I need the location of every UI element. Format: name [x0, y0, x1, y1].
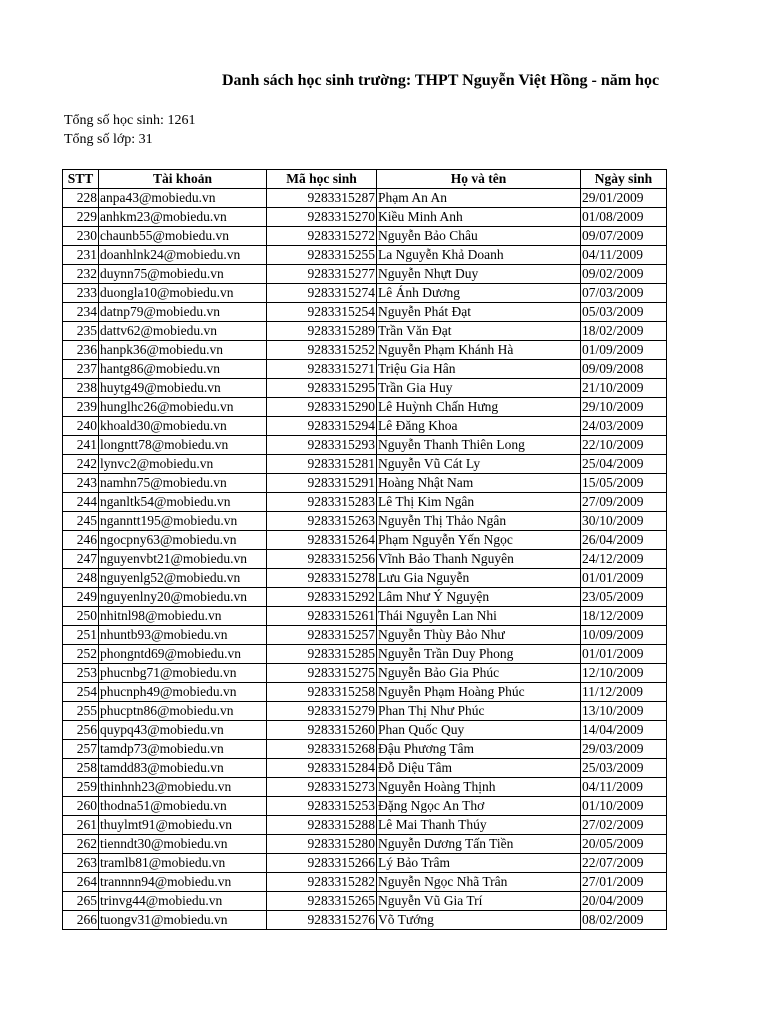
cell-account: trinvg44@mobiedu.vn: [99, 892, 267, 911]
cell-stt: 249: [63, 588, 99, 607]
cell-birth-date: 09/07/2009: [581, 227, 667, 246]
cell-stt: 258: [63, 759, 99, 778]
cell-stt: 262: [63, 835, 99, 854]
cell-account: nganltk54@mobiedu.vn: [99, 493, 267, 512]
table-row: [63, 474, 667, 493]
table-row: [63, 265, 667, 284]
cell-full-name: Nguyễn Phạm Khánh Hà: [377, 341, 581, 360]
cell-full-name: Võ Tướng: [377, 911, 581, 930]
cell-account: tramlb81@mobiedu.vn: [99, 854, 267, 873]
cell-student-code: 9283315261: [267, 607, 377, 626]
cell-stt: 251: [63, 626, 99, 645]
cell-account: hanpk36@mobiedu.vn: [99, 341, 267, 360]
cell-student-code: 9283315292: [267, 588, 377, 607]
cell-birth-date: 13/10/2009: [581, 702, 667, 721]
cell-stt: 230: [63, 227, 99, 246]
table-row: [63, 911, 667, 930]
cell-account: nguyenlg52@mobiedu.vn: [99, 569, 267, 588]
table-row: [63, 227, 667, 246]
cell-full-name: Lê Ánh Dương: [377, 284, 581, 303]
cell-full-name: Hoàng Nhật Nam: [377, 474, 581, 493]
cell-birth-date: 25/03/2009: [581, 759, 667, 778]
table-row: [63, 531, 667, 550]
cell-account: duynn75@mobiedu.vn: [99, 265, 267, 284]
cell-stt: 237: [63, 360, 99, 379]
cell-stt: 256: [63, 721, 99, 740]
cell-full-name: Nguyễn Thị Thảo Ngân: [377, 512, 581, 531]
table-row: [63, 208, 667, 227]
cell-account: duongla10@mobiedu.vn: [99, 284, 267, 303]
cell-account: nhitnl98@mobiedu.vn: [99, 607, 267, 626]
cell-full-name: Vĩnh Bảo Thanh Nguyên: [377, 550, 581, 569]
cell-birth-date: 12/10/2009: [581, 664, 667, 683]
cell-birth-date: 23/05/2009: [581, 588, 667, 607]
cell-stt: 241: [63, 436, 99, 455]
student-table: [62, 169, 667, 930]
cell-student-code: 9283315291: [267, 474, 377, 493]
cell-account: anpa43@mobiedu.vn: [99, 189, 267, 208]
cell-birth-date: 21/10/2009: [581, 379, 667, 398]
cell-full-name: Trần Văn Đạt: [377, 322, 581, 341]
cell-account: tamdp73@mobiedu.vn: [99, 740, 267, 759]
cell-account: phucnph49@mobiedu.vn: [99, 683, 267, 702]
table-row: [63, 664, 667, 683]
cell-student-code: 9283315283: [267, 493, 377, 512]
cell-stt: 236: [63, 341, 99, 360]
cell-student-code: 9283315255: [267, 246, 377, 265]
header-stt: STT: [63, 170, 99, 189]
cell-student-code: 9283315289: [267, 322, 377, 341]
cell-birth-date: 10/09/2009: [581, 626, 667, 645]
table-row: [63, 854, 667, 873]
cell-student-code: 9283315257: [267, 626, 377, 645]
cell-account: phucnbg71@mobiedu.vn: [99, 664, 267, 683]
table-row: [63, 550, 667, 569]
cell-full-name: Thái Nguyễn Lan Nhi: [377, 607, 581, 626]
table-row: [63, 702, 667, 721]
cell-birth-date: 15/05/2009: [581, 474, 667, 493]
cell-stt: 253: [63, 664, 99, 683]
cell-stt: 247: [63, 550, 99, 569]
table-row: [63, 246, 667, 265]
total-students-label: Tổng số học sinh: 1261: [64, 113, 196, 128]
table-row: [63, 835, 667, 854]
cell-stt: 229: [63, 208, 99, 227]
cell-student-code: 9283315288: [267, 816, 377, 835]
cell-student-code: 9283315294: [267, 417, 377, 436]
table-row: [63, 588, 667, 607]
cell-stt: 235: [63, 322, 99, 341]
cell-full-name: Lâm Như Ý Nguyện: [377, 588, 581, 607]
cell-full-name: Phan Thị Như Phúc: [377, 702, 581, 721]
cell-birth-date: 14/04/2009: [581, 721, 667, 740]
table-header-row: [63, 170, 667, 189]
cell-stt: 250: [63, 607, 99, 626]
cell-stt: 244: [63, 493, 99, 512]
cell-birth-date: 18/12/2009: [581, 607, 667, 626]
cell-birth-date: 18/02/2009: [581, 322, 667, 341]
cell-full-name: Nguyễn Trần Duy Phong: [377, 645, 581, 664]
cell-student-code: 9283315266: [267, 854, 377, 873]
cell-full-name: Đậu Phương Tâm: [377, 740, 581, 759]
cell-birth-date: 11/12/2009: [581, 683, 667, 702]
table-row: [63, 759, 667, 778]
cell-account: quypq43@mobiedu.vn: [99, 721, 267, 740]
table-row: [63, 398, 667, 417]
cell-birth-date: 24/12/2009: [581, 550, 667, 569]
cell-student-code: 9283315278: [267, 569, 377, 588]
cell-account: nguyenvbt21@mobiedu.vn: [99, 550, 267, 569]
cell-birth-date: 26/04/2009: [581, 531, 667, 550]
cell-full-name: Nguyễn Nhựt Duy: [377, 265, 581, 284]
table-row: [63, 322, 667, 341]
table-body: [63, 189, 667, 930]
cell-stt: 232: [63, 265, 99, 284]
cell-account: namhn75@mobiedu.vn: [99, 474, 267, 493]
cell-account: phucptn86@mobiedu.vn: [99, 702, 267, 721]
cell-birth-date: 27/02/2009: [581, 816, 667, 835]
cell-account: thodna51@mobiedu.vn: [99, 797, 267, 816]
cell-stt: 255: [63, 702, 99, 721]
cell-student-code: 9283315254: [267, 303, 377, 322]
cell-student-code: 9283315263: [267, 512, 377, 531]
cell-account: khoald30@mobiedu.vn: [99, 417, 267, 436]
cell-full-name: Lưu Gia Nguyễn: [377, 569, 581, 588]
cell-student-code: 9283315252: [267, 341, 377, 360]
cell-stt: 240: [63, 417, 99, 436]
cell-stt: 266: [63, 911, 99, 930]
cell-student-code: 9283315285: [267, 645, 377, 664]
cell-stt: 228: [63, 189, 99, 208]
cell-birth-date: 01/10/2009: [581, 797, 667, 816]
cell-account: lynvc2@mobiedu.vn: [99, 455, 267, 474]
cell-full-name: Nguyễn Phát Đạt: [377, 303, 581, 322]
cell-full-name: Nguyễn Vũ Cát Ly: [377, 455, 581, 474]
cell-birth-date: 01/08/2009: [581, 208, 667, 227]
cell-student-code: 9283315260: [267, 721, 377, 740]
cell-student-code: 9283315276: [267, 911, 377, 930]
cell-student-code: 9283315273: [267, 778, 377, 797]
table-row: [63, 303, 667, 322]
cell-stt: 261: [63, 816, 99, 835]
table-row: [63, 816, 667, 835]
cell-stt: 248: [63, 569, 99, 588]
cell-stt: 257: [63, 740, 99, 759]
table-row: [63, 626, 667, 645]
table-row: [63, 341, 667, 360]
cell-account: hantg86@mobiedu.vn: [99, 360, 267, 379]
cell-account: tuongv31@mobiedu.vn: [99, 911, 267, 930]
cell-birth-date: 07/03/2009: [581, 284, 667, 303]
cell-full-name: Đỗ Diệu Tâm: [377, 759, 581, 778]
cell-full-name: Phan Quốc Quy: [377, 721, 581, 740]
cell-full-name: Nguyễn Thùy Bảo Như: [377, 626, 581, 645]
cell-stt: 264: [63, 873, 99, 892]
table-row: [63, 417, 667, 436]
cell-birth-date: 04/11/2009: [581, 246, 667, 265]
cell-full-name: Nguyễn Hoàng Thịnh: [377, 778, 581, 797]
cell-stt: 263: [63, 854, 99, 873]
header-student-code: Mã học sinh: [267, 170, 377, 189]
table-row: [63, 569, 667, 588]
total-classes-label: Tổng số lớp: 31: [64, 132, 153, 147]
cell-student-code: 9283315277: [267, 265, 377, 284]
table-row: [63, 607, 667, 626]
table-row: [63, 740, 667, 759]
cell-birth-date: 24/03/2009: [581, 417, 667, 436]
cell-birth-date: 29/03/2009: [581, 740, 667, 759]
cell-full-name: Nguyễn Bảo Gia Phúc: [377, 664, 581, 683]
cell-birth-date: 01/01/2009: [581, 645, 667, 664]
cell-account: chaunb55@mobiedu.vn: [99, 227, 267, 246]
cell-stt: 233: [63, 284, 99, 303]
cell-birth-date: 20/04/2009: [581, 892, 667, 911]
cell-birth-date: 22/07/2009: [581, 854, 667, 873]
cell-stt: 238: [63, 379, 99, 398]
cell-student-code: 9283315290: [267, 398, 377, 417]
cell-full-name: Nguyễn Vũ Gia Trí: [377, 892, 581, 911]
table-row: [63, 873, 667, 892]
table-row: [63, 892, 667, 911]
cell-student-code: 9283315274: [267, 284, 377, 303]
cell-student-code: 9283315280: [267, 835, 377, 854]
cell-birth-date: 01/09/2009: [581, 341, 667, 360]
cell-student-code: 9283315295: [267, 379, 377, 398]
cell-birth-date: 20/05/2009: [581, 835, 667, 854]
header-full-name: Họ và tên: [377, 170, 581, 189]
cell-stt: 259: [63, 778, 99, 797]
cell-full-name: Lý Bảo Trâm: [377, 854, 581, 873]
cell-birth-date: 25/04/2009: [581, 455, 667, 474]
cell-account: doanhlnk24@mobiedu.vn: [99, 246, 267, 265]
cell-student-code: 9283315258: [267, 683, 377, 702]
cell-student-code: 9283315282: [267, 873, 377, 892]
cell-full-name: Lê Huỳnh Chấn Hưng: [377, 398, 581, 417]
cell-stt: 245: [63, 512, 99, 531]
cell-account: trannnn94@mobiedu.vn: [99, 873, 267, 892]
cell-student-code: 9283315256: [267, 550, 377, 569]
cell-stt: 234: [63, 303, 99, 322]
cell-student-code: 9283315284: [267, 759, 377, 778]
table-row: [63, 645, 667, 664]
cell-account: hunglhc26@mobiedu.vn: [99, 398, 267, 417]
cell-stt: 254: [63, 683, 99, 702]
cell-account: anhkm23@mobiedu.vn: [99, 208, 267, 227]
cell-full-name: Nguyễn Thanh Thiên Long: [377, 436, 581, 455]
table-row: [63, 436, 667, 455]
cell-full-name: Lê Đăng Khoa: [377, 417, 581, 436]
cell-account: huytg49@mobiedu.vn: [99, 379, 267, 398]
cell-full-name: Nguyễn Dương Tấn Tiền: [377, 835, 581, 854]
cell-full-name: Nguyễn Bảo Châu: [377, 227, 581, 246]
cell-stt: 243: [63, 474, 99, 493]
cell-birth-date: 30/10/2009: [581, 512, 667, 531]
cell-account: dattv62@mobiedu.vn: [99, 322, 267, 341]
cell-full-name: Nguyễn Phạm Hoàng Phúc: [377, 683, 581, 702]
cell-stt: 242: [63, 455, 99, 474]
table-row: [63, 284, 667, 303]
cell-birth-date: 01/01/2009: [581, 569, 667, 588]
cell-student-code: 9283315287: [267, 189, 377, 208]
cell-full-name: Trần Gia Huy: [377, 379, 581, 398]
cell-full-name: Triệu Gia Hân: [377, 360, 581, 379]
cell-student-code: 9283315270: [267, 208, 377, 227]
cell-account: datnp79@mobiedu.vn: [99, 303, 267, 322]
cell-student-code: 9283315275: [267, 664, 377, 683]
cell-student-code: 9283315271: [267, 360, 377, 379]
table-row: [63, 778, 667, 797]
cell-birth-date: 04/11/2009: [581, 778, 667, 797]
cell-stt: 239: [63, 398, 99, 417]
cell-account: thinhnh23@mobiedu.vn: [99, 778, 267, 797]
header-birth-date: Ngày sinh: [581, 170, 667, 189]
cell-full-name: Kiều Minh Anh: [377, 208, 581, 227]
cell-full-name: Đặng Ngọc An Thơ: [377, 797, 581, 816]
cell-stt: 260: [63, 797, 99, 816]
cell-student-code: 9283315265: [267, 892, 377, 911]
cell-birth-date: 27/09/2009: [581, 493, 667, 512]
table-row: [63, 455, 667, 474]
table-row: [63, 493, 667, 512]
cell-full-name: Phạm Nguyễn Yến Ngọc: [377, 531, 581, 550]
table-row: [63, 379, 667, 398]
cell-account: tamdd83@mobiedu.vn: [99, 759, 267, 778]
cell-stt: 265: [63, 892, 99, 911]
cell-student-code: 9283315293: [267, 436, 377, 455]
table-row: [63, 189, 667, 208]
cell-account: phongntd69@mobiedu.vn: [99, 645, 267, 664]
table-row: [63, 797, 667, 816]
cell-student-code: 9283315268: [267, 740, 377, 759]
cell-account: thuylmt91@mobiedu.vn: [99, 816, 267, 835]
cell-birth-date: 29/10/2009: [581, 398, 667, 417]
table-row: [63, 721, 667, 740]
cell-full-name: La Nguyễn Khả Doanh: [377, 246, 581, 265]
cell-full-name: Nguyễn Ngọc Nhã Trân: [377, 873, 581, 892]
cell-account: nguyenlny20@mobiedu.vn: [99, 588, 267, 607]
cell-birth-date: 09/02/2009: [581, 265, 667, 284]
cell-stt: 252: [63, 645, 99, 664]
cell-birth-date: 08/02/2009: [581, 911, 667, 930]
cell-birth-date: 27/01/2009: [581, 873, 667, 892]
cell-full-name: Phạm An An: [377, 189, 581, 208]
cell-account: nhuntb93@mobiedu.vn: [99, 626, 267, 645]
table-row: [63, 683, 667, 702]
cell-student-code: 9283315253: [267, 797, 377, 816]
cell-stt: 231: [63, 246, 99, 265]
cell-student-code: 9283315279: [267, 702, 377, 721]
cell-birth-date: 22/10/2009: [581, 436, 667, 455]
cell-student-code: 9283315281: [267, 455, 377, 474]
cell-account: ngocpny63@mobiedu.vn: [99, 531, 267, 550]
cell-birth-date: 29/01/2009: [581, 189, 667, 208]
document-title: Danh sách học sinh trường: THPT Nguyễn Việt Hồng - năm học: [222, 72, 660, 89]
cell-full-name: Lê Thị Kim Ngân: [377, 493, 581, 512]
cell-account: longntt78@mobiedu.vn: [99, 436, 267, 455]
cell-stt: 246: [63, 531, 99, 550]
cell-account: nganntt195@mobiedu.vn: [99, 512, 267, 531]
table-row: [63, 360, 667, 379]
cell-student-code: 9283315264: [267, 531, 377, 550]
cell-birth-date: 05/03/2009: [581, 303, 667, 322]
cell-account: tienndt30@mobiedu.vn: [99, 835, 267, 854]
header-account: Tài khoản: [99, 170, 267, 189]
cell-birth-date: 09/09/2008: [581, 360, 667, 379]
cell-student-code: 9283315272: [267, 227, 377, 246]
table-row: [63, 512, 667, 531]
cell-full-name: Lê Mai Thanh Thúy: [377, 816, 581, 835]
